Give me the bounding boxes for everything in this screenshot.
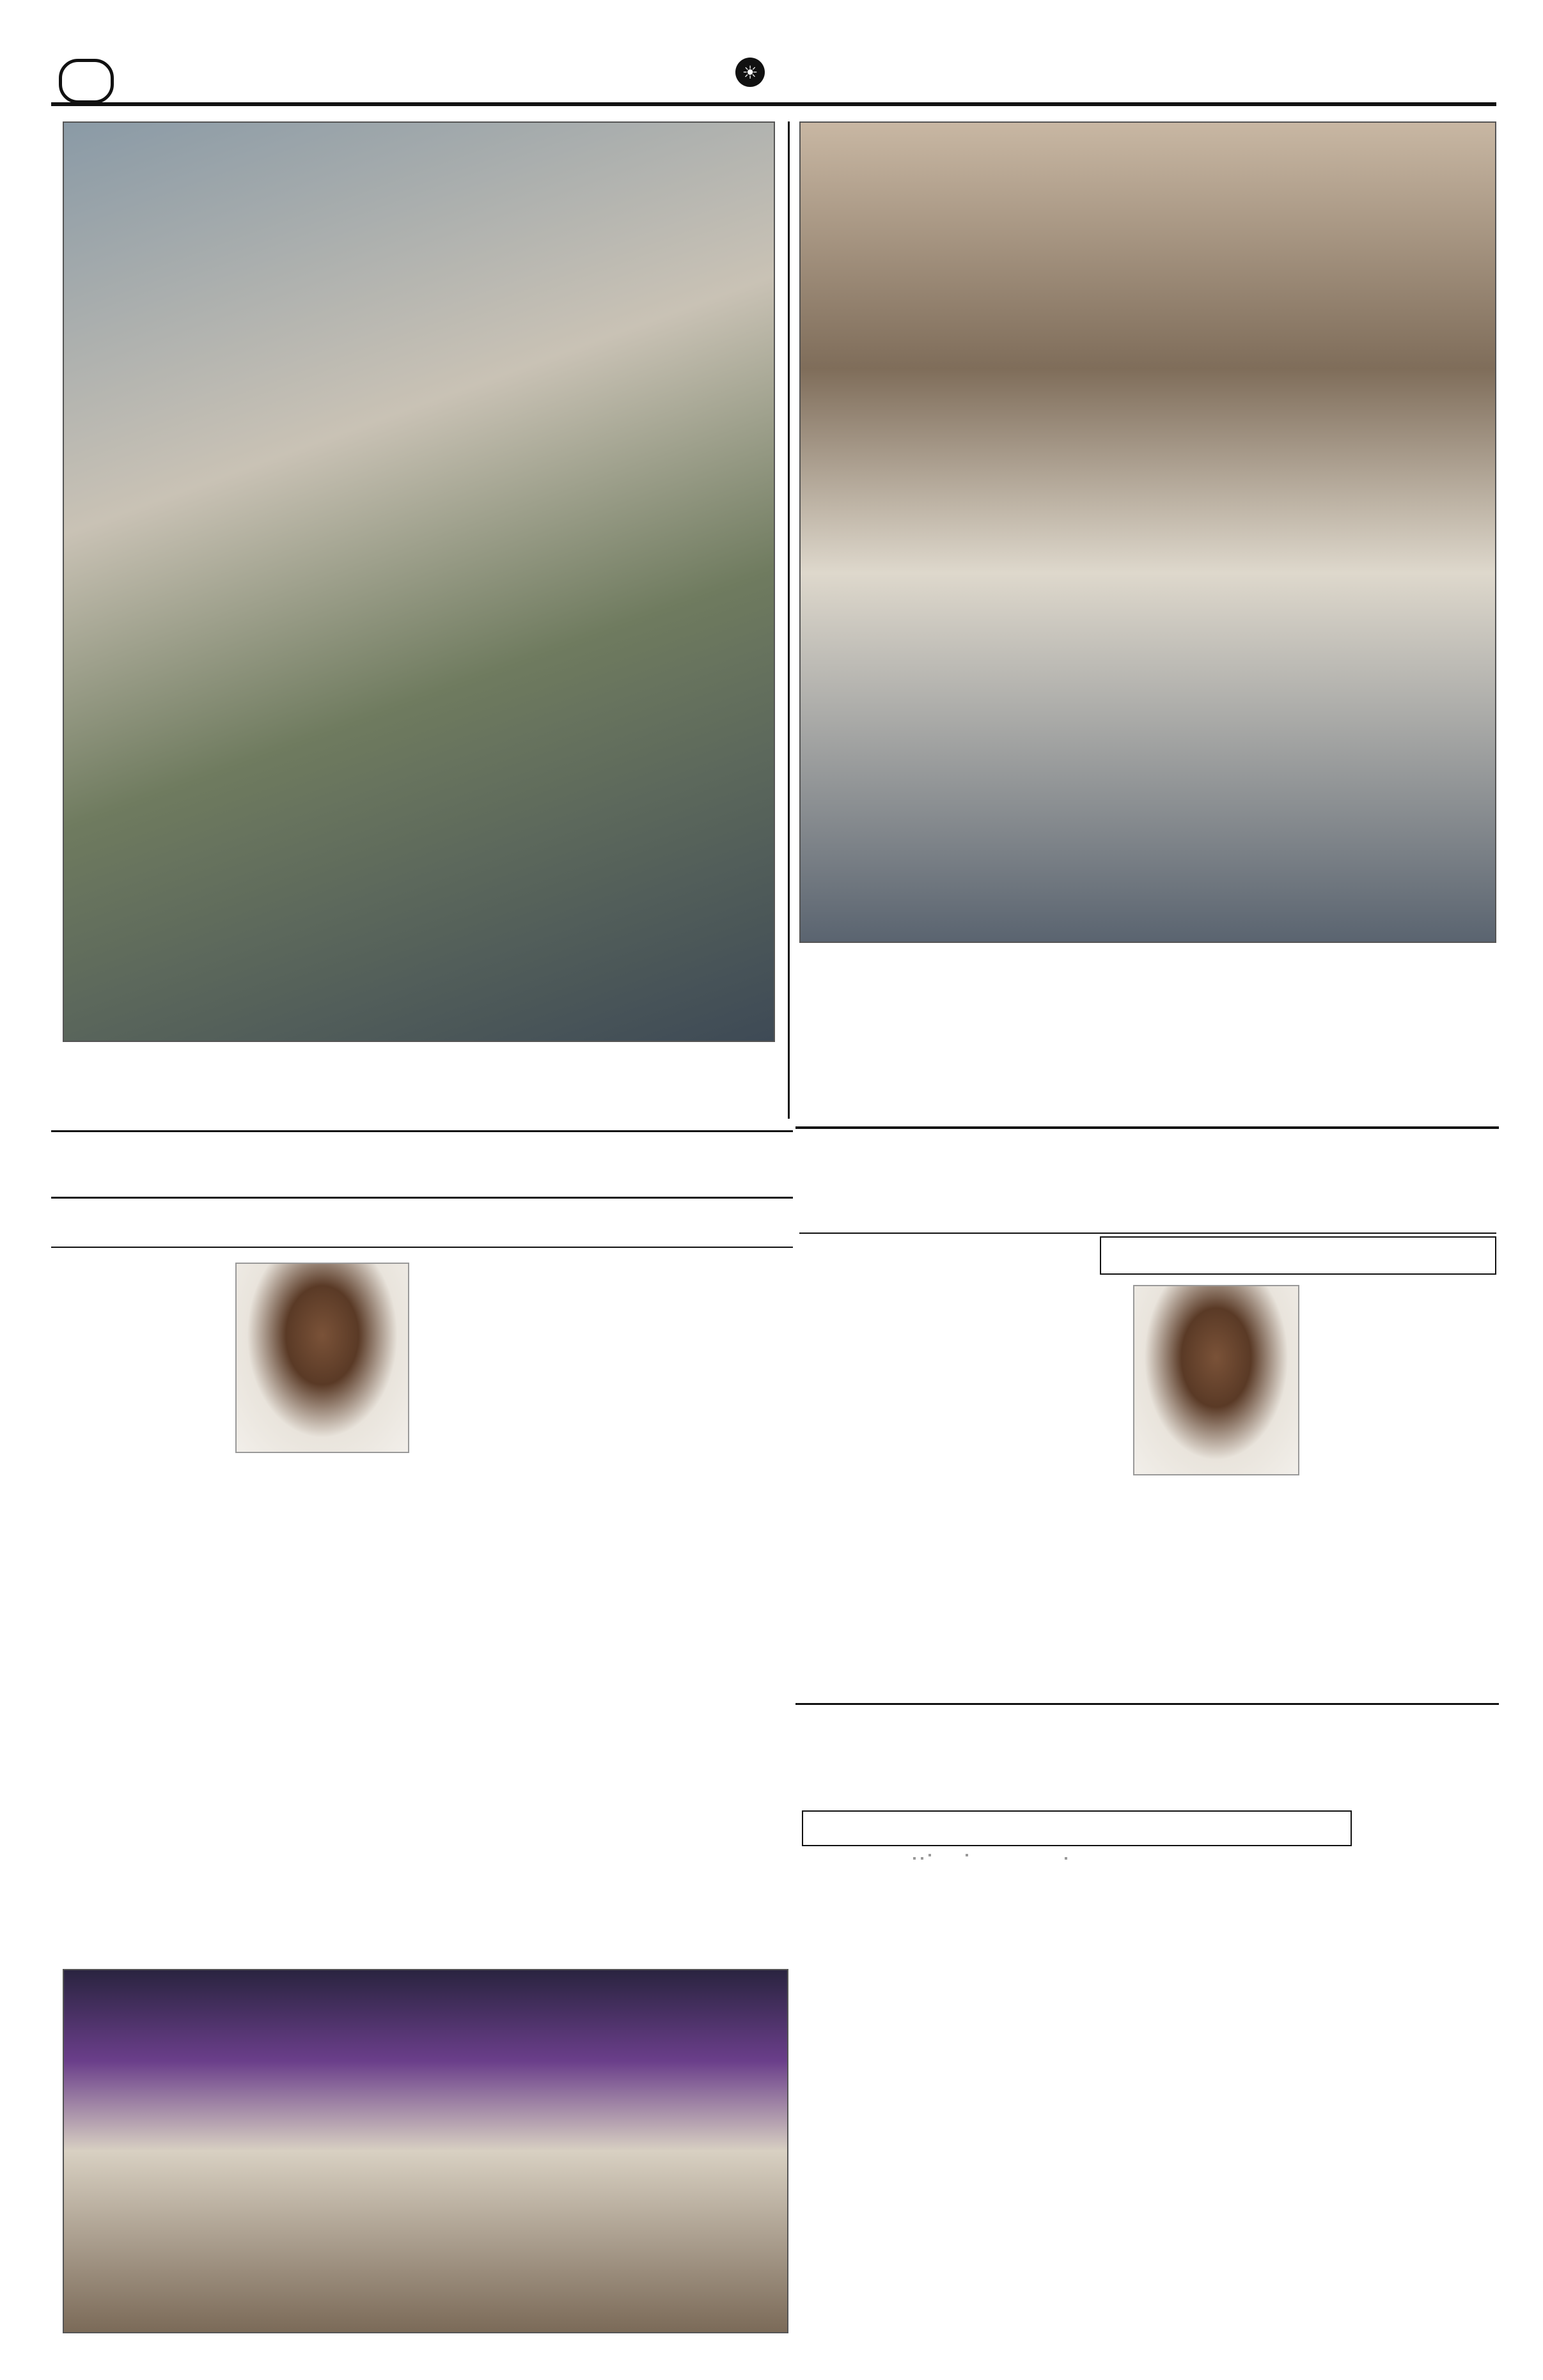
column-divider [788,121,790,1119]
bus-photo-caption [63,1046,775,1123]
section-rule [799,1233,1496,1234]
dmk-meeting-caption [799,946,1496,1087]
page-number [59,59,114,104]
protest-headline [799,1745,1496,1807]
library-col-4 [601,1253,787,1956]
nagai-meeting-caption [63,2337,788,2378]
spacer [928,1854,931,1856]
minister-portrait-photo [235,1263,409,1453]
section-rule [795,1703,1499,1705]
medical-col-2 [966,1285,1125,1694]
dmk-meeting-photo [799,121,1496,943]
page-header [51,50,1496,101]
spacer [913,1857,916,1860]
medical-headline [799,1167,1496,1229]
library-col-2 [237,1464,409,1956]
medical-kicker [799,1130,1496,1167]
spacer [1065,1857,1067,1860]
medical-col-4 [1304,1279,1496,1694]
spacer [966,1854,968,1856]
masthead [735,58,774,87]
medical-subhead [1100,1236,1496,1275]
protest-col-1 [799,1854,1058,2365]
library-subhead [56,1203,789,1244]
library-headline [56,1137,789,1194]
bus-inauguration-photo [63,121,775,1042]
nagai-meeting-photo [63,1969,788,2333]
medical-minister-portrait [1133,1285,1299,1475]
section-rule [51,1247,793,1248]
header-rule [51,102,1496,106]
section-rule [795,1126,1499,1129]
library-col-3 [416,1253,595,1956]
protest-subhead [802,1810,1352,1846]
sun-logo-icon: ☀ [735,58,765,87]
protest-kicker [799,1707,1496,1743]
library-col-1 [56,1253,229,1956]
section-rule [51,1197,793,1199]
medical-col-1 [799,1272,959,1694]
medical-col-3 [1133,1482,1296,1694]
section-rule [51,1130,793,1132]
spacer [921,1857,923,1860]
